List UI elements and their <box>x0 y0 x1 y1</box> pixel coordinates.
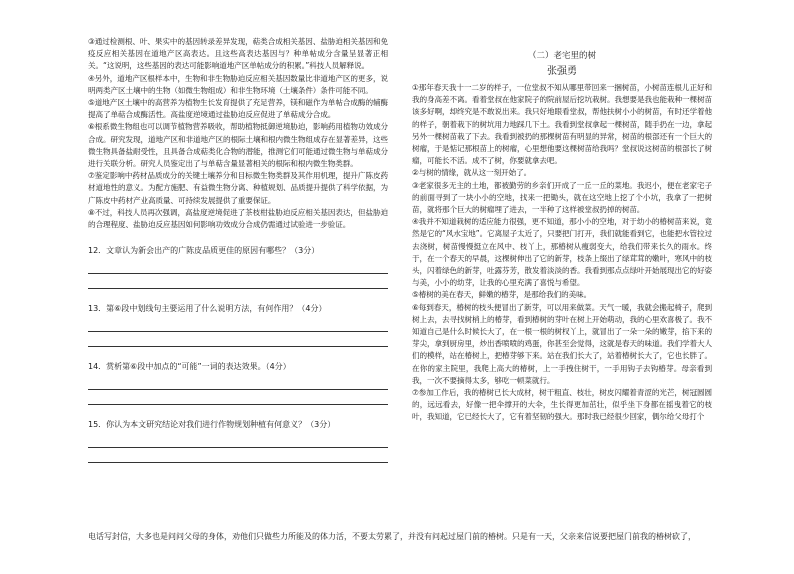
article-paragraph-7: ⑦鉴定影响中药材品质成分的关键土壤养分和目标微生物类群及其作用机理，提升广陈皮药材道地性的意义。为配方施肥、有益微生物分离、种植规划、品质提升提供了科学依据，为广陈皮中药材产业高质量、可持续发展提供了重要保证。 <box>88 171 388 205</box>
article-paragraph-8: ⑧不过，科技人员再次强调，高盐度逆境促进了茶枝柑盐胁迫反应相关基因表达，但盐胁迫的合理程度、盐胁迫反应基因如何影响功效成分合成仍需通过试验进一步验证。 <box>88 207 388 230</box>
answer-line[interactable] <box>88 392 388 405</box>
question-15-text: 15．你认为本文研究结论对我们进行作物规划种植有何意义？（3分） <box>88 420 336 430</box>
question-15 <box>88 419 388 463</box>
article-paragraph-6: ⑥根系微生物组也可以调节植物营养吸收，帮助植物抵御逆境胁迫，影响药用植物功效成分合成。研究发现，道地产区和非道地产区的根际土壤和根内微生物组成存在显著差异，这些微生物具备盐耐受性，且具备合成萜类化合物的潜能，推测它们可能通过微生物与单萜成分进行关联分析。研究人员鉴定出了与单萜含量显著相关的根际和根内微生物类群。 <box>88 122 388 169</box>
section-title: （二）老宅里的树 <box>527 51 596 61</box>
story-paragraph-4: ④我并不知道栽树的适应能力很强，更不知道，那小小的空地，对于幼小的椿树苗来说，竟然是它的“风水宝地”。它离屋子太近了，只要把门打开，我们就能看到它，也能把水管拉过去浇树，树苗慢慢挺立在风中、枝丫上，那椿树从瘦弱变大，给我们带来长久的雨水。终于，在一个春天的早晨，这棵树伸出了它的新芽，枝条上缀出了绿茸茸的嫩叶，寒风中的枝头，闪着绿色的新芽，吐露芬芳，散发着淡淡的香。我看到那点点绿叶开始展现出它的好姿与美，小小的幼芽，让我的心里充满了喜悦与希望。 <box>412 217 712 288</box>
question-12 <box>88 245 388 289</box>
answer-line[interactable] <box>88 450 388 463</box>
answer-line[interactable] <box>88 435 388 448</box>
continued-text: 电话写封信，大多也是问问父母的身体，劝他们只做些力所能及的体力活，不要太劳累了，并没有问起过屋门前的椿树。只是有一天，父亲来信说要把屋门前我的椿树砍了， <box>88 532 696 541</box>
story-paragraph-7: ⑦参加工作后，我的椿树已长大成材，树干粗直、枝壮，树皮闪耀着青涩的光芒，树冠圆圆的，远远看去，好像一把伞撑开的大伞，生长得更加茁壮，似乎坐下身都在摇曳着它的枝叶，我知道，它已经长大了，它有着坚韧的强大。那时我已经很少回家，偶尔给父母打个 <box>412 388 712 422</box>
story-paragraph-5: ⑤椿树的美在春天，鲜嫩的椿芽，是那给我们的美味。 <box>412 290 592 300</box>
answer-line[interactable] <box>88 261 388 274</box>
question-12-text: 12．文章认为新会出产的广陈皮品质更佳的原因有哪些？（3分） <box>88 246 320 256</box>
author-name: 张强勇 <box>547 66 577 77</box>
story-paragraph-3: ③老家很多无主的土地，都被勤劳的乡亲们开成了一丘一丘的菜地。我迟小，便在老家宅子的前面寻到了一块小小的空地，找来一把锄头，就在这空地上挖了个小坑，我拿了一把树苗，就将那个巨大的树瘤埋了进去，一半种了这样被堂叔扔掉的树苗。 <box>412 180 712 215</box>
question-14 <box>88 361 388 405</box>
right-column <box>412 36 712 424</box>
question-13 <box>88 303 388 347</box>
question-14-text: 14．赏析第⑥段中加点的“可能”一词的表达效果。（4分） <box>88 362 291 372</box>
article-paragraph-5: ⑤道地产区土壤中的高营养为植物生长发育提供了充足营养，镁和磁作为单帖合成酶的辅酶提高了单萜合成酶活性。高盐度逆境通过盐胁迫反应促进了单萜成分合成。 <box>88 98 388 120</box>
question-13-text: 13．第⑥段中划线句主要运用了什么说明方法，有何作用？（4分） <box>88 304 327 314</box>
answer-line[interactable] <box>88 334 388 347</box>
article-paragraph-3: ③通过检测根、叶、果实中的基因转录差异发现，萜类合成相关基因、盐胁迫相关基因和免疫反应相关基因在道地产区高表达。且这些高表达基因与？种单帖成分含量呈显著正相关。“这说明，这些基因的表达可能影响道地产区单帖成分的积累。”科技人员解释说。 <box>88 37 388 71</box>
answer-line[interactable] <box>88 377 388 390</box>
story-paragraph-6: ⑥每到春天，椿树的枝头便冒出了新芽，可以用来做菜。天气一暖，我就会搬起椅子，爬到树上去，去寻找树梢上的椿芽，看到椿树的芽叶在树上开始萌动，我的心里欢喜极了。我不知道自己是什么时候长大了，在一根一根的树杈丫上，就冒出了一朵一朵的嫩芽，掐下来的芽尖，拿到厨房里，炒出香喷喷的鸡蛋，你甚至会觉得，这就是春天的味道。我们学着大人们的模样，站在椿树上，把椿芽够下来。站在我们长大了，站着椿树长大了，它也长胖了。在你的家主院里，我爬上高大的椿树，上一手拽住树干，一手用钩子去钩椿芽。母亲看到我，一次不要摘得太多，够吃一顿菜就行。 <box>412 302 712 385</box>
answer-line[interactable] <box>88 276 388 289</box>
left-column <box>88 36 388 463</box>
story-paragraph-2: ②与树的情缘，就从这一刻开始了。 <box>412 168 532 178</box>
story-paragraph-1: ①那年春天我十一二岁的样子，一位堂叔不知从哪里带回来一捆树苗，小树苗连根儿正好和我的身高差不离。看着堂叔在他家院子的院前屋后挖坑栽树。我想要是我也能栽种一棵树苗该多好啊，却终究是不敢说出来。我只好地眼看堂叔，帮他扶树小小的树苗，有时还学着他的样子，朝着栽下的树坑用力地踩几下土。我看到堂叔拿起一棵树苗，随手扔在一边，拿起另外一棵树苗栽了下去。我看到被扔的那棵树苗有明显的异常，树苗的根部还有一个巨大的树瘤，于是惦记那根苗上的树瘤，心里想他要这棵树苗给我吗？堂叔说这树苗的根部长了树瘤，可能长不活。成不了树，你要就拿去吧。 <box>412 83 712 166</box>
answer-line[interactable] <box>88 319 388 332</box>
article-paragraph-4: ④另外，道地产区根样本中，生物和非生物胁迫反应相关基因数量比非道地产区的更多，说明两类产区土壤中的生物（如微生物组成）和非生物环境（土壤条件）条件可能不同。 <box>88 73 388 95</box>
